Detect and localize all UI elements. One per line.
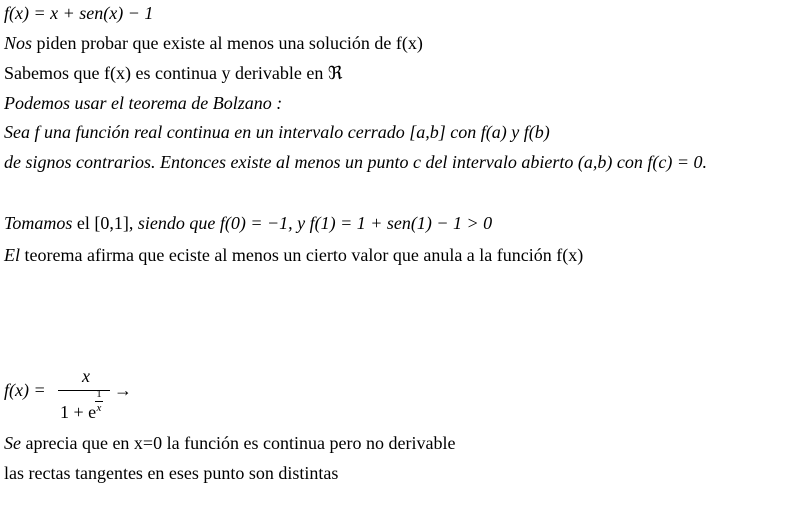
text-line-2 [4,32,423,54]
text-line-2-rest: piden probar que existe al menos una solución de f(x) [32,33,423,53]
text-line-9 [4,432,455,454]
formula-exponent [95,389,103,414]
right-arrow-icon: → [114,380,132,400]
formula-lhs: f(x) = [4,380,46,400]
text-line-9-rest: aprecia que en x=0 la función es continua pero no derivable [21,433,456,453]
formula-numerator: x [82,366,90,386]
text-line-9-italic: Se [4,433,21,453]
text-line-8-rest: teorema afirma que eciste al menos un cierto valor que anula a la función f(x) [20,245,584,265]
text-line-7-b: el [0,1], [72,213,138,233]
text-line-2-italic: Nos [4,33,33,53]
formula-denominator: 1 + e [60,402,97,422]
text-line-3: Sabemos que f(x) es continua y derivable en ℜ [4,63,343,83]
text-line-8 [4,244,583,266]
exponent-denominator: x [96,402,102,414]
text-line-7 [4,212,492,234]
bolzano-statement-2: de signos contrarios. Entonces existe al menos un punto c del intervalo abierto (a,b) con f(c) = 0. [4,152,708,172]
text-line-10: las rectas tangentes en eses punto son distintas [4,463,339,483]
fraction-formula [4,366,204,430]
exponent-numerator: 1 [96,388,102,400]
text-line-7-c: siendo que f(0) = −1, y f(1) = 1 + sen(1) − 1 > 0 [137,213,493,233]
text-line-8-italic: El [4,245,20,265]
text-line-4: Podemos usar el teorema de Bolzano : [4,93,283,113]
bolzano-statement-1: Sea f una función real continua en un intervalo cerrado [a,b] con f(a) y f(b) [4,122,550,142]
text-line-7-a: Tomamos [4,213,73,233]
function-definition: f(x) = x + sen(x) − 1 [4,3,154,23]
